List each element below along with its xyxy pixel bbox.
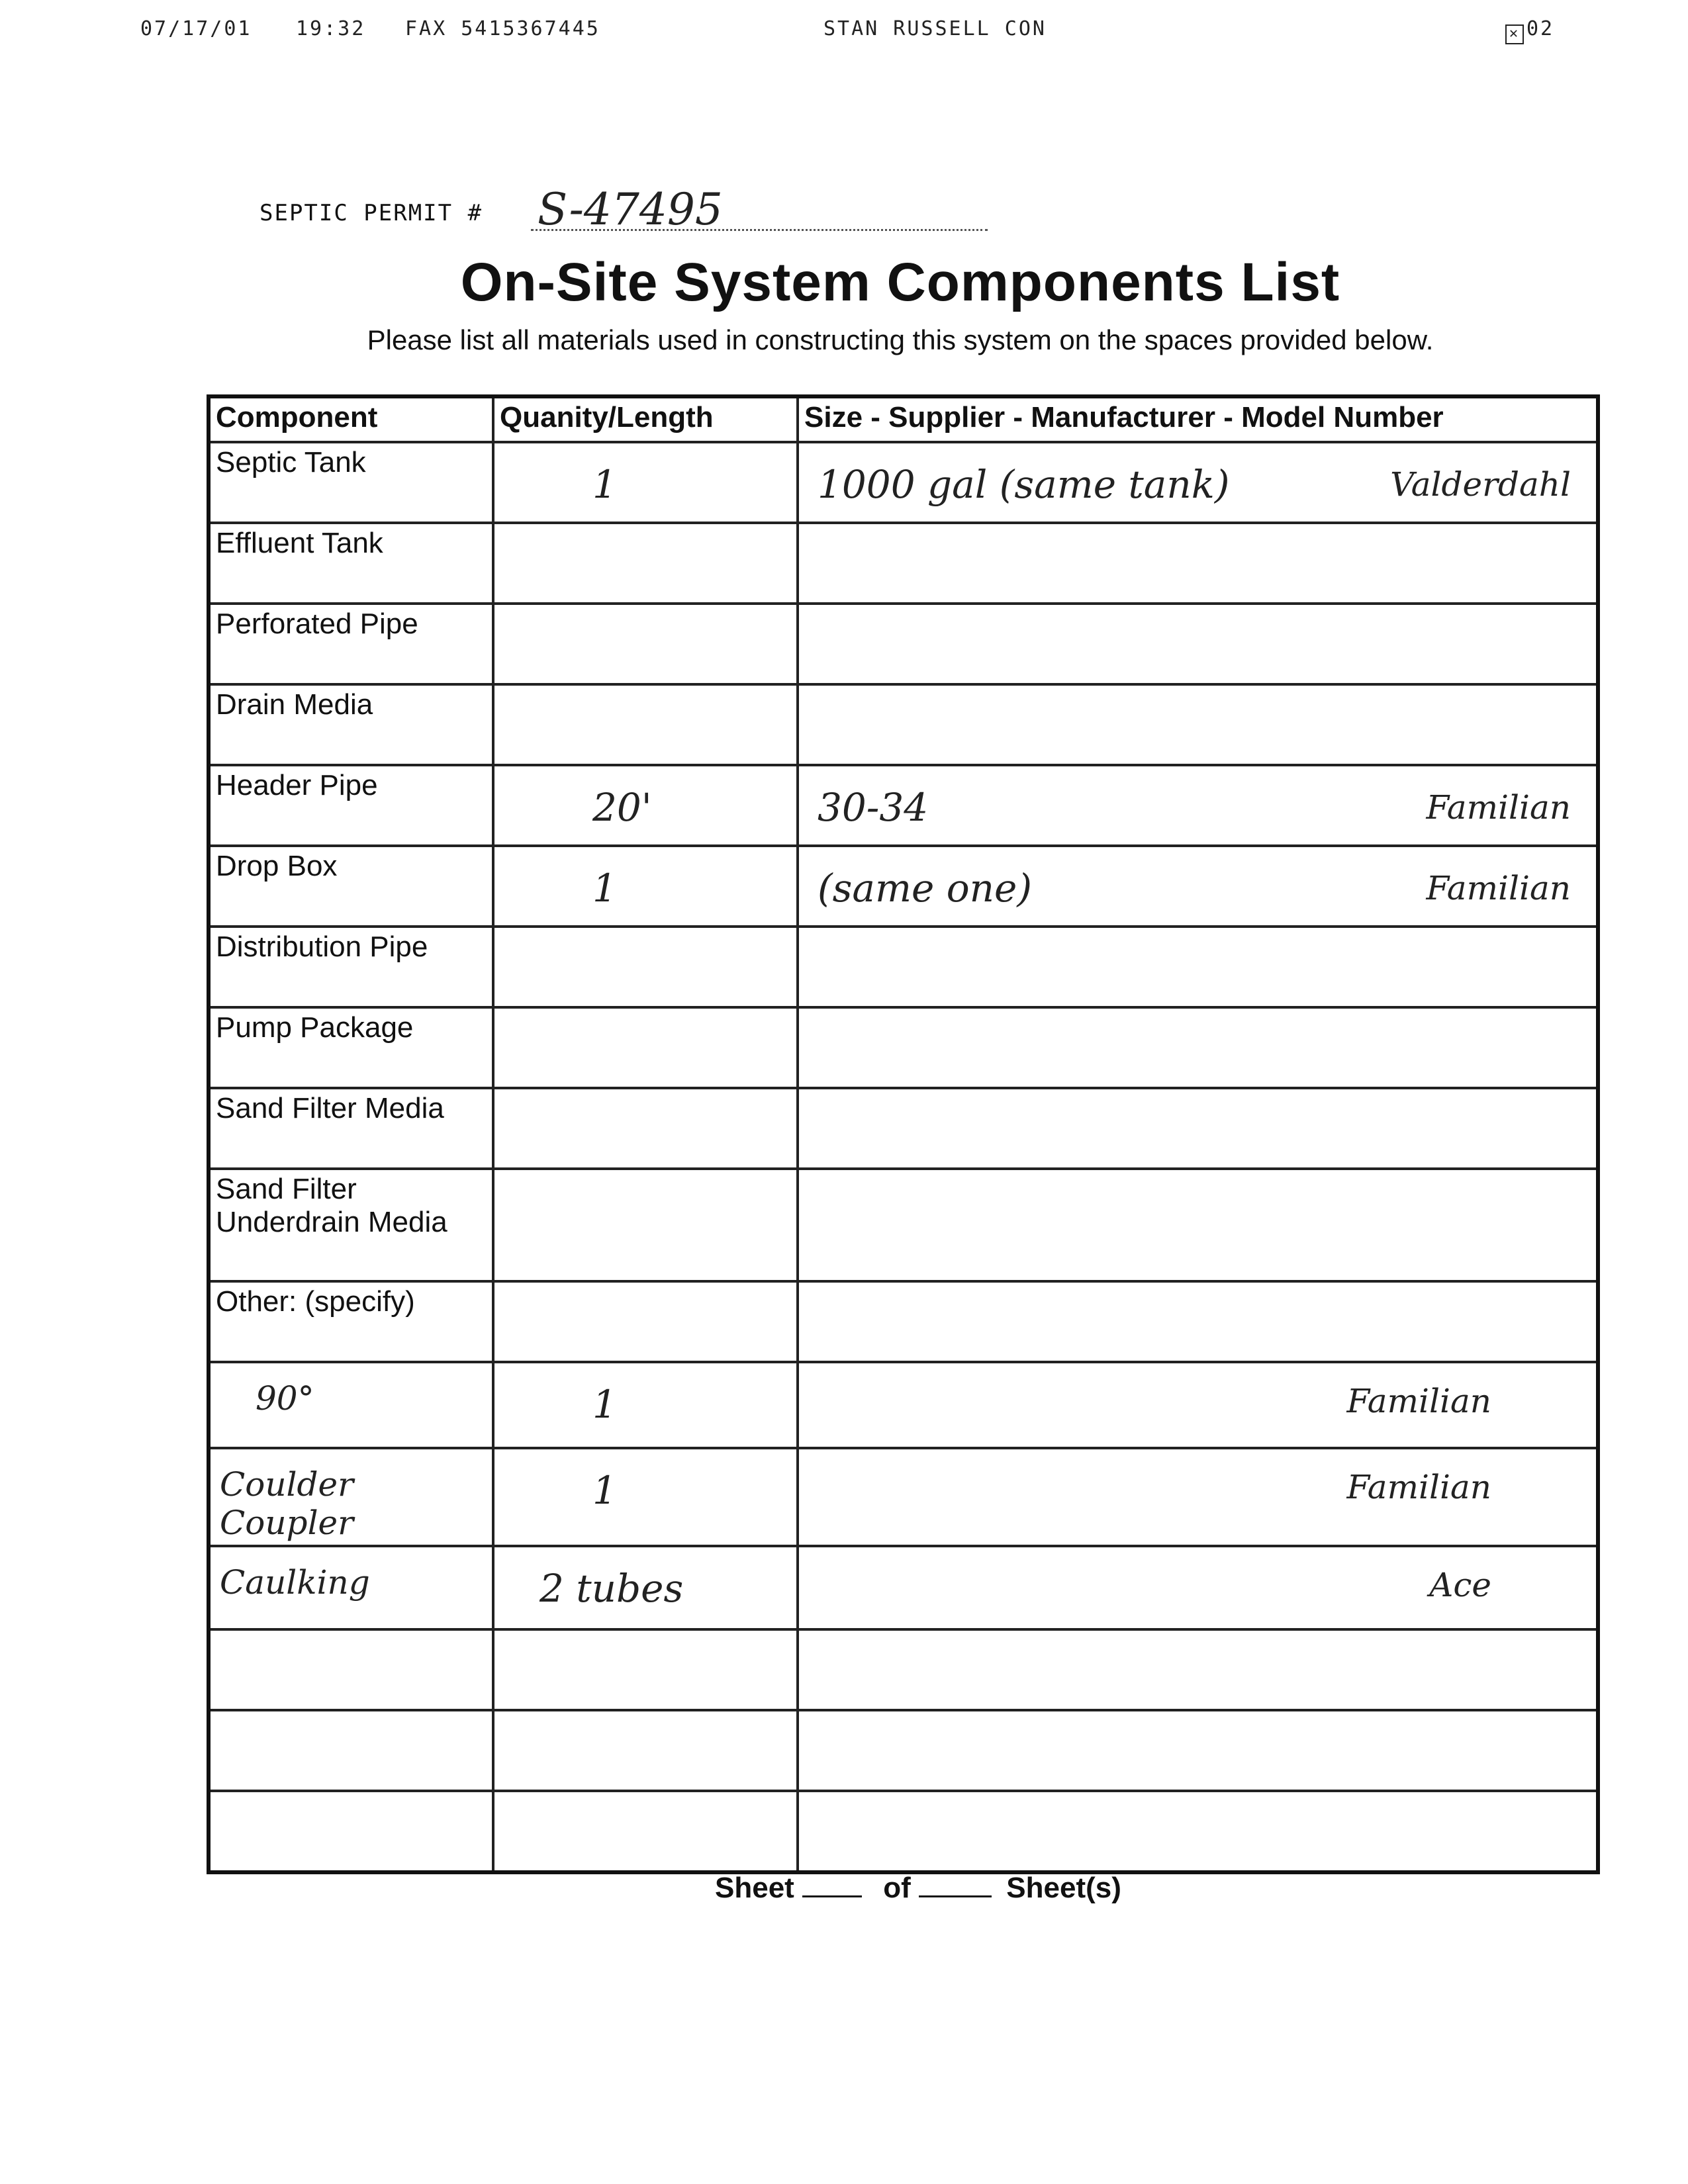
size-supplier-cell[interactable] bbox=[798, 1448, 1598, 1546]
quantity-cell[interactable] bbox=[493, 1088, 798, 1169]
of-label: of bbox=[883, 1872, 911, 1904]
component-label: Header Pipe bbox=[216, 769, 378, 801]
quantity-wrap bbox=[500, 446, 791, 507]
supplier-value: Familian bbox=[1346, 1468, 1491, 1506]
fax-page bbox=[1505, 17, 1554, 44]
quantity-wrap bbox=[500, 1714, 791, 1730]
size-supplier-cell[interactable] bbox=[798, 1088, 1598, 1169]
component-label: Drain Media bbox=[216, 688, 373, 721]
components-table bbox=[207, 394, 1600, 1874]
component-cell[interactable] bbox=[209, 684, 493, 765]
quantity-value: 1 bbox=[592, 1382, 617, 1427]
component-label: Pump Package bbox=[216, 1011, 414, 1044]
quantity-cell[interactable] bbox=[493, 1710, 798, 1791]
supplier-value: Familian bbox=[1346, 1382, 1491, 1420]
quantity-cell[interactable] bbox=[493, 1448, 798, 1546]
quantity-wrap bbox=[500, 769, 791, 830]
component-cell[interactable] bbox=[209, 1546, 493, 1629]
quantity-value: 2 tubes bbox=[539, 1566, 684, 1611]
component-cell[interactable] bbox=[209, 1791, 493, 1872]
size-supplier-wrap bbox=[804, 1633, 1591, 1649]
quantity-cell[interactable] bbox=[493, 1791, 798, 1872]
table-row bbox=[209, 927, 1598, 1007]
size-supplier-cell[interactable] bbox=[798, 442, 1598, 523]
table-row bbox=[209, 442, 1598, 523]
quantity-wrap bbox=[500, 527, 791, 543]
size-supplier-wrap bbox=[804, 850, 1591, 911]
size-value: 1000 gal (same tank) bbox=[818, 462, 1230, 507]
quantity-wrap bbox=[500, 1633, 791, 1649]
component-label: Coulder Coupler bbox=[220, 1465, 354, 1542]
table-row bbox=[209, 1169, 1598, 1281]
quantity-cell[interactable] bbox=[493, 1007, 798, 1088]
component-cell[interactable] bbox=[209, 1362, 493, 1448]
quantity-cell[interactable] bbox=[493, 1546, 798, 1629]
permit-underline bbox=[531, 229, 988, 231]
quantity-wrap bbox=[500, 688, 791, 704]
table-row bbox=[209, 1007, 1598, 1088]
quantity-wrap bbox=[500, 1795, 791, 1811]
size-supplier-cell[interactable] bbox=[798, 604, 1598, 684]
size-supplier-wrap bbox=[804, 1795, 1591, 1811]
size-supplier-wrap bbox=[804, 1550, 1591, 1604]
size-supplier-wrap bbox=[804, 1452, 1591, 1506]
quantity-wrap bbox=[500, 850, 791, 911]
table-row bbox=[209, 1362, 1598, 1448]
component-cell[interactable] bbox=[209, 1629, 493, 1710]
permit-label: SEPTIC PERMIT # bbox=[259, 200, 483, 226]
header-component: Component bbox=[209, 396, 493, 442]
size-supplier-cell[interactable] bbox=[798, 684, 1598, 765]
table-row bbox=[209, 684, 1598, 765]
quantity-cell[interactable] bbox=[493, 765, 798, 846]
quantity-cell[interactable] bbox=[493, 684, 798, 765]
size-supplier-cell[interactable] bbox=[798, 1007, 1598, 1088]
permit-number: S-47495 bbox=[538, 184, 723, 235]
page-subtitle: Please list all materials used in constructing this system on the spaces provided below. bbox=[367, 324, 1434, 355]
size-supplier-wrap bbox=[804, 931, 1591, 946]
table-row bbox=[209, 1088, 1598, 1169]
quantity-cell[interactable] bbox=[493, 1169, 798, 1281]
component-cell[interactable] bbox=[209, 1007, 493, 1088]
size-supplier-wrap bbox=[804, 1285, 1591, 1301]
size-supplier-wrap bbox=[804, 1092, 1591, 1108]
quantity-cell[interactable] bbox=[493, 1629, 798, 1710]
size-supplier-wrap bbox=[804, 527, 1591, 543]
quantity-cell[interactable] bbox=[493, 1362, 798, 1448]
quantity-wrap bbox=[500, 608, 791, 623]
table-body bbox=[209, 442, 1598, 1872]
component-cell[interactable] bbox=[209, 1710, 493, 1791]
supplier-value: Familian bbox=[1426, 788, 1571, 827]
component-label: Other: (specify) bbox=[216, 1285, 415, 1318]
table-row bbox=[209, 1448, 1598, 1546]
fax-time: 19:32 bbox=[296, 17, 366, 40]
component-cell[interactable] bbox=[209, 1169, 493, 1281]
size-supplier-wrap bbox=[804, 1366, 1591, 1420]
size-supplier-cell[interactable] bbox=[798, 1629, 1598, 1710]
supplier-value: Valderdahl bbox=[1390, 465, 1571, 504]
component-cell[interactable] bbox=[209, 523, 493, 604]
quantity-value: 1 bbox=[592, 1468, 617, 1513]
component-label: 90° bbox=[256, 1379, 314, 1418]
sheet-label: Sheet bbox=[715, 1872, 794, 1904]
fax-sender: STAN RUSSELL CON bbox=[823, 17, 1047, 40]
quantity-wrap bbox=[500, 1011, 791, 1027]
table-row bbox=[209, 523, 1598, 604]
size-supplier-wrap bbox=[804, 688, 1591, 704]
table-row bbox=[209, 846, 1598, 927]
component-label: Effluent Tank bbox=[216, 527, 383, 559]
size-value: (same one) bbox=[818, 866, 1032, 911]
size-supplier-wrap bbox=[804, 446, 1591, 507]
table-row bbox=[209, 1546, 1598, 1629]
size-supplier-wrap bbox=[804, 1011, 1591, 1027]
header-quantity: Quanity/Length bbox=[493, 396, 798, 442]
quantity-cell[interactable] bbox=[493, 523, 798, 604]
component-cell[interactable] bbox=[209, 442, 493, 523]
size-supplier-cell[interactable] bbox=[798, 523, 1598, 604]
size-supplier-wrap bbox=[804, 1714, 1591, 1730]
component-label: Sand Filter Media bbox=[216, 1092, 444, 1124]
component-label: Perforated Pipe bbox=[216, 608, 418, 640]
header-size-supplier: Size - Supplier - Manufacturer - Model Number bbox=[798, 396, 1598, 442]
size-supplier-cell[interactable] bbox=[798, 927, 1598, 1007]
supplier-value: Familian bbox=[1426, 869, 1571, 907]
supplier-value: Ace bbox=[1429, 1566, 1491, 1604]
quantity-cell[interactable] bbox=[493, 846, 798, 927]
size-supplier-cell[interactable] bbox=[798, 1710, 1598, 1791]
quantity-cell[interactable] bbox=[493, 1281, 798, 1362]
sheet-total-field[interactable] bbox=[919, 1872, 992, 1897]
quantity-cell[interactable] bbox=[493, 927, 798, 1007]
checkbox-icon: ✕ bbox=[1505, 24, 1524, 44]
quantity-cell[interactable] bbox=[493, 604, 798, 684]
quantity-wrap bbox=[500, 1173, 791, 1189]
size-supplier-wrap bbox=[804, 608, 1591, 623]
size-supplier-cell[interactable] bbox=[798, 846, 1598, 927]
component-cell[interactable] bbox=[209, 1088, 493, 1169]
quantity-value: 20' bbox=[592, 785, 652, 830]
quantity-wrap bbox=[500, 1550, 791, 1611]
quantity-wrap bbox=[500, 1285, 791, 1301]
component-label: Distribution Pipe bbox=[216, 931, 428, 963]
component-cell[interactable] bbox=[209, 1448, 493, 1546]
size-supplier-cell[interactable] bbox=[798, 765, 1598, 846]
quantity-cell[interactable] bbox=[493, 442, 798, 523]
quantity-wrap bbox=[500, 1452, 791, 1513]
component-cell[interactable] bbox=[209, 1281, 493, 1362]
fax-page-number: 02 bbox=[1526, 17, 1555, 40]
component-label: Caulking bbox=[220, 1563, 370, 1602]
fax-header bbox=[140, 17, 1564, 44]
sheet-number-field[interactable] bbox=[802, 1872, 862, 1897]
fax-number: FAX 5415367445 bbox=[405, 17, 600, 40]
table-row bbox=[209, 765, 1598, 846]
quantity-wrap bbox=[500, 1366, 791, 1427]
table-row bbox=[209, 1791, 1598, 1872]
size-supplier-cell[interactable] bbox=[798, 1362, 1598, 1448]
size-supplier-wrap bbox=[804, 769, 1591, 830]
component-cell[interactable] bbox=[209, 846, 493, 927]
sheet-count-line bbox=[715, 1872, 1311, 1905]
table-row bbox=[209, 1710, 1598, 1791]
table-row bbox=[209, 1629, 1598, 1710]
quantity-value: 1 bbox=[592, 866, 617, 911]
quantity-wrap bbox=[500, 931, 791, 946]
quantity-value: 1 bbox=[592, 462, 617, 507]
quantity-wrap bbox=[500, 1092, 791, 1108]
size-supplier-cell[interactable] bbox=[798, 1281, 1598, 1362]
sheets-label: Sheet(s) bbox=[1006, 1872, 1121, 1904]
component-cell[interactable] bbox=[209, 765, 493, 846]
table-row bbox=[209, 1281, 1598, 1362]
component-label: Septic Tank bbox=[216, 446, 366, 478]
component-label: Drop Box bbox=[216, 850, 338, 882]
table-header-row bbox=[209, 396, 1598, 442]
fax-date: 07/17/01 bbox=[140, 17, 252, 40]
component-cell[interactable] bbox=[209, 927, 493, 1007]
size-supplier-cell[interactable] bbox=[798, 1169, 1598, 1281]
component-cell[interactable] bbox=[209, 604, 493, 684]
table-row bbox=[209, 604, 1598, 684]
size-value: 30-34 bbox=[818, 785, 929, 830]
size-supplier-cell[interactable] bbox=[798, 1791, 1598, 1872]
size-supplier-cell[interactable] bbox=[798, 1546, 1598, 1629]
component-label: Sand Filter Underdrain Media bbox=[216, 1173, 447, 1238]
page-title: On-Site System Components List bbox=[460, 252, 1340, 312]
size-supplier-wrap bbox=[804, 1173, 1591, 1189]
